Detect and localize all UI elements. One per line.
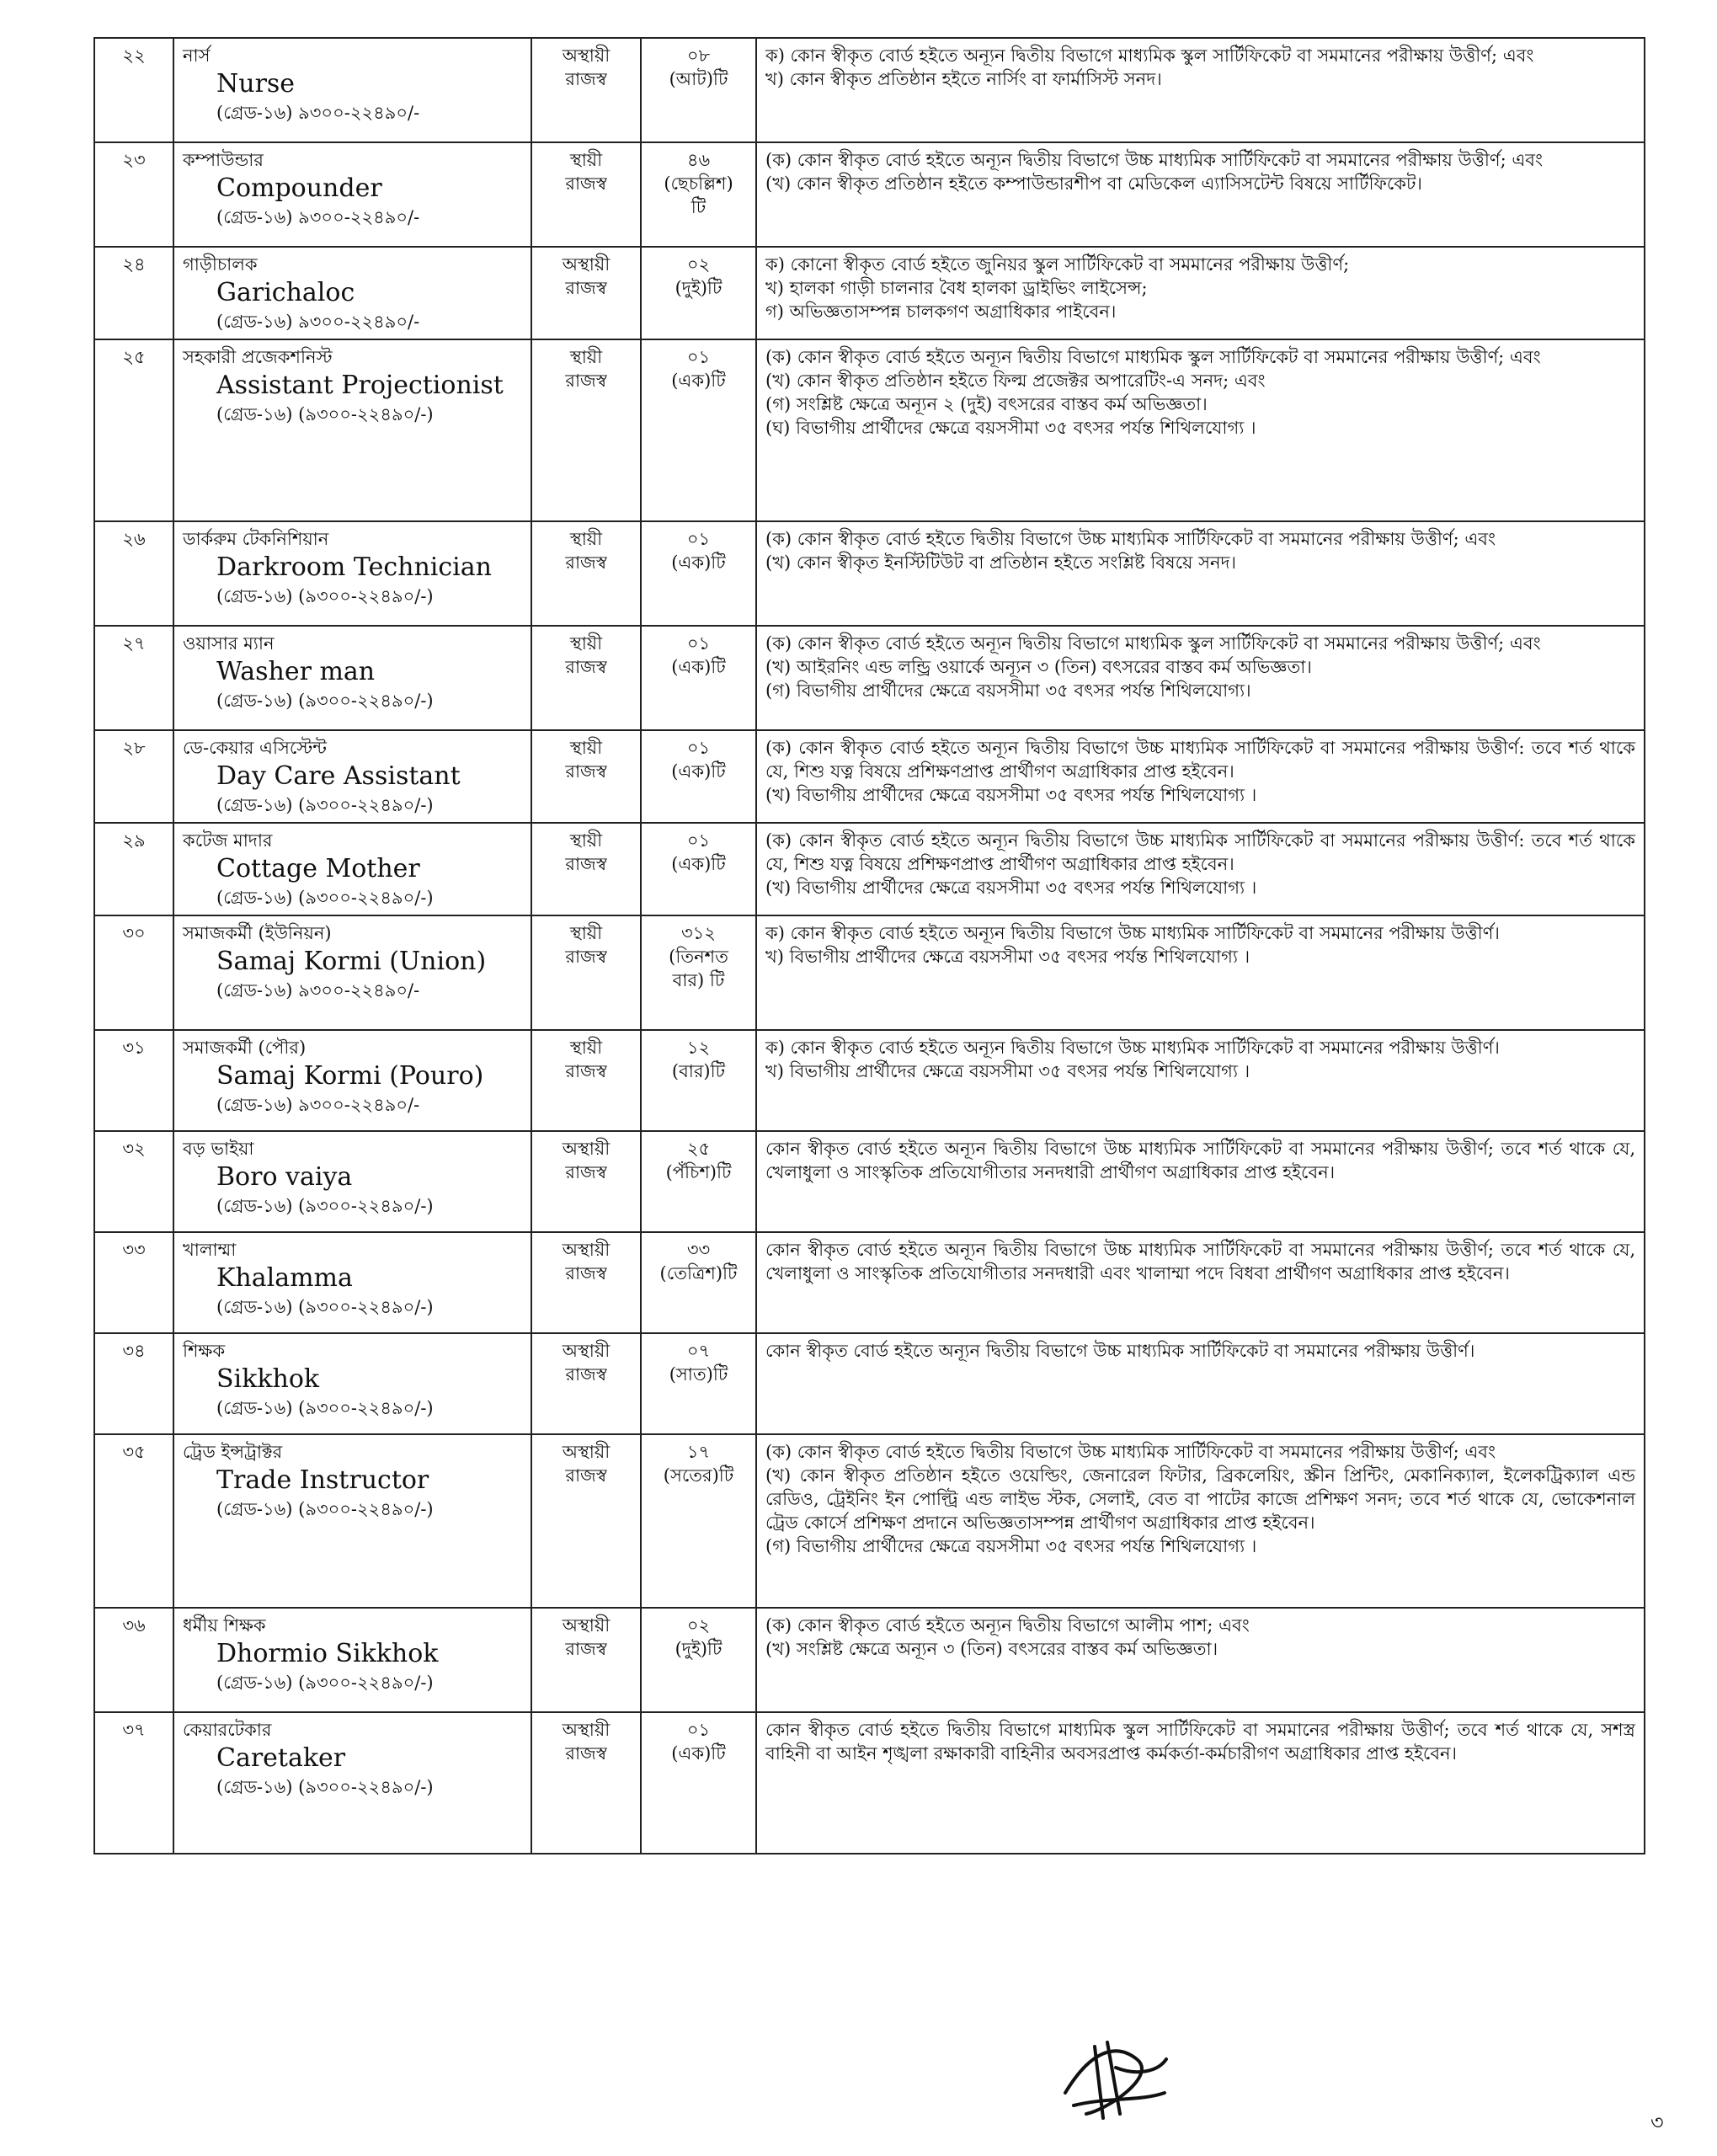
serial-no [94,247,173,339]
post-type-line: অস্থায়ী [562,1442,611,1462]
post-type-line: স্থায়ী [569,633,603,654]
post-type-line: রাজস্ব [565,1639,607,1659]
post-grade: (গ্রেড-১৬) ৯৩০০-২২৪৯০/- [216,312,420,332]
post-type-line: স্থায়ী [569,738,603,758]
table-row [94,626,1645,730]
post-name-en: Nurse [216,69,296,99]
post-type [531,521,641,626]
post-name-bn: ডার্করুম টেকনিশিয়ান [183,529,329,549]
post-count [641,1434,756,1608]
post-name-en: Samaj Kormi (Pouro) [216,1061,484,1091]
post-grade: (গ্রেড-১৬) ৯৩০০-২২৪৯০/- [216,1095,420,1115]
post-count [641,915,756,1030]
qualification-item: (খ) কোন স্বীকৃত প্রতিষ্ঠান হইতে ওয়েল্ডিং, জেনারেল ফিটার, ব্রিকলেয়িং, স্ক্রীন প্রিন্টিং, মেকানিক্যাল, ইলেকট্রিক্যাল এন্ড রেডিও, ট্রেইনিং ইন পোল্ট্রি এন্ড লাইভ স্টক, সেলাই, বেত বা পাটের কাজে প্রশিক্ষণ সনদ; তবে শর্ত থাকে যে, ভোকেশনাল ট্রেড কোর্সে প্রশিক্ষণ প্রদানে অভিজ্ঞতাসম্পন্ন প্রার্থীগণ অগ্রাধিকার প্রাপ্ত হইবেন। [765,1465,1635,1533]
post-type-line: রাজস্ব [565,552,607,573]
qualification [756,247,1645,339]
post-type [531,1712,641,1854]
post-count-line: ৩৩ [686,1240,711,1260]
post-grade: (গ্রেড-১৬) (৯৩০০-২২৪৯০/-) [216,1777,434,1797]
post-cell [173,1232,531,1333]
serial-no-text: ২৭ [122,633,146,654]
post-grade: (গ্রেড-১৬) (৯৩০০-২২৪৯০/-) [216,1499,434,1519]
post-type [531,915,641,1030]
qualification-item: কোন স্বীকৃত বোর্ড হইতে অন্যূন দ্বিতীয় বিভাগে উচ্চ মাধ্যমিক সার্টিফিকেট বা সমমানের পরীক্ষায় উত্তীর্ণ; তবে শর্ত থাকে যে, খেলাধুলা ও সাংস্কৃতিক প্রতিযোগীতার সনদধারী প্রার্থীগণ অগ্রাধিকার প্রাপ্ত হইবেন। [765,1139,1635,1182]
post-name-en: Cottage Mother [216,854,420,883]
post-name-bn: কেয়ারটেকার [183,1720,272,1740]
post-grade: (গ্রেড-১৬) (৯৩০০-২২৪৯০/-) [216,1297,434,1317]
post-cell [173,823,531,915]
post-grade: (গ্রেড-১৬) (৯৩০০-২২৪৯০/-) [216,586,434,606]
serial-no-text: ২২ [122,45,146,66]
post-type-line: রাজস্ব [565,761,607,782]
post-type-line: রাজস্ব [565,854,607,874]
post-cell [173,915,531,1030]
post-count [641,247,756,339]
serial-no [94,1608,173,1712]
post-cell [173,1131,531,1232]
table-row [94,1434,1645,1608]
table-row [94,142,1645,247]
post-name-en: Compounder [216,173,382,203]
signature [1057,2034,1175,2127]
post-name-bn: খালাম্মা [183,1240,237,1260]
serial-no [94,142,173,247]
qualification-item: (গ) বিভাগীয় প্রার্থীদের ক্ষেত্রে বয়সসীমা ৩৫ বৎসর পর্যন্ত শিথিলযোগ্য । [765,1536,1257,1556]
post-type [531,823,641,915]
qualification-item: (ক) কোন স্বীকৃত বোর্ড হইতে দ্বিতীয় বিভাগে উচ্চ মাধ্যমিক সার্টিফিকেট বা সমমানের পরীক্ষায় উত্তীর্ণ; এবং [765,1442,1496,1462]
serial-no-text: ২৫ [122,347,146,367]
serial-no [94,1131,173,1232]
serial-no [94,1232,173,1333]
post-count-line: (ছেচল্লিশ) [664,173,733,194]
post-name-bn: ট্রেড ইন্সট্রাক্টর [183,1442,283,1462]
serial-no [94,1712,173,1854]
post-count-line: ২৫ [686,1139,711,1159]
qualification-item: (ক) কোন স্বীকৃত বোর্ড হইতে অন্যূন দ্বিতীয় বিভাগে মাধ্যমিক স্কুল সার্টিফিকেট বা সমমানের পরীক্ষায় উত্তীর্ণ; এবং [765,347,1541,367]
post-type [531,1030,641,1131]
post-name-en: Darkroom Technician [216,552,492,582]
qualification [756,339,1645,521]
serial-no [94,1333,173,1434]
serial-no-text: ২৬ [122,529,146,549]
post-type-line: রাজস্ব [565,1465,607,1486]
serial-no-text: ২৯ [122,830,146,851]
post-cell [173,730,531,823]
serial-no-text: ৩৫ [122,1442,146,1462]
qualification-item: খ) বিভাগীয় প্রার্থীদের ক্ষেত্রে বয়সসীমা ৩৫ বৎসর পর্যন্ত শিথিলযোগ্য । [765,1061,1250,1081]
qualification-item: (খ) বিভাগীয় প্রার্থীদের ক্ষেত্রে বয়সসীমা ৩৫ বৎসর পর্যন্ত শিথিলযোগ্য । [765,878,1257,898]
serial-no [94,1434,173,1608]
post-type [531,626,641,730]
post-grade: (গ্রেড-১৬) (৯৩০০-২২৪৯০/-) [216,691,434,711]
post-type-line: স্থায়ী [569,830,603,851]
qualification-item: খ) কোন স্বীকৃত প্রতিষ্ঠান হইতে নার্সিং বা ফার্মাসিস্ট সনদ। [765,69,1162,89]
post-grade: (গ্রেড-১৬) (৯৩০০-২২৪৯০/-) [216,888,434,908]
serial-no-text: ৩১ [122,1038,146,1058]
table-row [94,38,1645,142]
serial-no-text: ৩৬ [122,1615,146,1636]
table-row [94,1030,1645,1131]
post-count-line: বার) টি [672,970,725,990]
post-count-line: (তেত্রিশ)টি [659,1263,738,1283]
qualification [756,142,1645,247]
post-grade: (গ্রেড-১৬) (৯৩০০-২২৪৯০/-) [216,795,434,815]
qualification-item: (ক) কোন স্বীকৃত বোর্ড হইতে অন্যূন দ্বিতীয় বিভাগে উচ্চ মাধ্যমিক সার্টিফিকেট বা সমমানের পরীক্ষায় উত্তীর্ণ: তবে শর্ত থাকে যে, শিশু যত্ন বিষয়ে প্রশিক্ষণপ্রাপ্ত প্রার্থীগণ অগ্রাধিকার প্রাপ্ত হইবেন। [765,738,1635,782]
post-name-en: Garichaloc [216,278,355,307]
post-grade: (গ্রেড-১৬) (৯৩০০-২২৪৯০/-) [216,1196,434,1216]
post-type [531,1608,641,1712]
post-count-line: (এক)টি [671,552,726,573]
serial-no [94,38,173,142]
post-count-line: ৪৬ [686,150,711,170]
qualification-item: (ক) কোন স্বীকৃত বোর্ড হইতে অন্যূন দ্বিতীয় বিভাগে আলীম পাশ; এবং [765,1615,1250,1636]
post-count-line: ১২ [686,1038,711,1058]
post-count-line: (দুই)টি [675,278,723,298]
post-type-line: অস্থায়ী [562,1240,611,1260]
post-type-line: রাজস্ব [565,1364,607,1385]
table-row [94,1131,1645,1232]
post-count-line: ০১ [686,347,711,367]
post-type [531,142,641,247]
post-count [641,1712,756,1854]
post-type-line: স্থায়ী [569,529,603,549]
serial-no [94,521,173,626]
qualification [756,1333,1645,1434]
post-count-line: (বার)টি [671,1061,726,1081]
post-count [641,1131,756,1232]
qualification-item: ক) কোনো স্বীকৃত বোর্ড হইতে জুনিয়র স্কুল সার্টিফিকেট বা সমমানের পরীক্ষায় উত্তীর্ণ; [765,254,1350,275]
job-table [93,37,1645,1854]
post-type-line: স্থায়ী [569,1038,603,1058]
qualification [756,915,1645,1030]
qualification-item: (খ) আইরনিং এন্ড লন্ড্রি ওয়ার্কে অন্যূন ৩ (তিন) বৎসরের বাস্তব কর্ম অভিজ্ঞতা। [765,657,1312,677]
post-count-line: ০২ [686,1615,711,1636]
post-type-line: অস্থায়ী [562,1720,611,1740]
qualification-item: গ) অভিজ্ঞতাসম্পন্ন চালকগণ অগ্রাধিকার পাইবেন। [765,302,1117,322]
post-grade: (গ্রেড-১৬) ৯৩০০-২২৪৯০/- [216,980,420,1001]
post-count [641,339,756,521]
post-name-bn: নার্স [183,45,211,66]
post-count-line: (তিনশত [669,947,728,967]
post-type-line: অস্থায়ী [562,1341,611,1361]
post-count [641,38,756,142]
post-name-en: Dhormio Sikkhok [216,1639,439,1668]
qualification-item: (গ) বিভাগীয় প্রার্থীদের ক্ষেত্রে বয়সসীমা ৩৫ বৎসর পর্যন্ত শিথিলযোগ্য। [765,680,1251,701]
post-count [641,1333,756,1434]
table-row [94,823,1645,915]
post-count-line: (এক)টি [671,761,726,782]
post-type-line: স্থায়ী [569,923,603,943]
qualification-item: (খ) বিভাগীয় প্রার্থীদের ক্ষেত্রে বয়সসীমা ৩৫ বৎসর পর্যন্ত শিথিলযোগ্য । [765,785,1257,805]
table-row [94,1232,1645,1333]
qualification-item: কোন স্বীকৃত বোর্ড হইতে দ্বিতীয় বিভাগে মাধ্যমিক স্কুল সার্টিফিকেট বা সমমানের পরীক্ষায় উত্তীর্ণ; তবে শর্ত থাকে যে, সশস্ত্র বাহিনী বা আইন শৃঙ্খলা রক্ষাকারী বাহিনীর অবসরপ্রাপ্ত কর্মকর্তা-কর্মচারীগণ অগ্রাধিকার প্রাপ্ত হইবেন। [765,1720,1635,1764]
post-grade: (গ্রেড-১৬) ৯৩০০-২২৪৯০/- [216,207,420,227]
table-row [94,915,1645,1030]
qualification-item: (ঘ) বিভাগীয় প্রার্থীদের ক্ষেত্রে বয়সসীমা ৩৫ বৎসর পর্যন্ত শিথিলযোগ্য । [765,418,1256,438]
post-name-en: Day Care Assistant [216,761,461,791]
post-type [531,1131,641,1232]
post-name-bn: বড় ভাইয়া [183,1139,254,1159]
post-type-line: রাজস্ব [565,1061,607,1081]
qualification-item: খ) হালকা গাড়ী চালনার বৈধ হালকা ড্রাইভিং লাইসেন্স; [765,278,1148,298]
post-grade: (গ্রেড-১৬) (৯৩০০-২২৪৯০/-) [216,1398,434,1418]
qualification-item: (গ) সংশ্লিষ্ট ক্ষেত্রে অন্যূন ২ (দুই) বৎসরের বাস্তব কর্ম অভিজ্ঞতা। [765,394,1208,414]
post-type-line: অস্থায়ী [562,254,611,275]
post-cell [173,1434,531,1608]
qualification [756,823,1645,915]
post-type-line: রাজস্ব [565,278,607,298]
post-type [531,38,641,142]
post-type [531,1333,641,1434]
serial-no-text: ৩৭ [122,1720,146,1740]
qualification [756,38,1645,142]
post-count-line: (সাত)টি [669,1364,728,1385]
post-cell [173,626,531,730]
post-cell [173,521,531,626]
post-cell [173,1608,531,1712]
serial-no [94,339,173,521]
post-type-line: অস্থায়ী [562,45,611,66]
post-name-en: Khalamma [216,1263,353,1293]
post-count-line: ১৭ [686,1442,711,1462]
post-type [531,1434,641,1608]
qualification-item: (খ) কোন স্বীকৃত ইনস্টিটিউট বা প্রতিষ্ঠান হইতে সংশ্লিষ্ট বিষয়ে সনদ। [765,552,1237,573]
page-number: ৩ [1650,2111,1664,2134]
post-name-en: Boro vaiya [216,1162,353,1192]
qualification-item: খ) বিভাগীয় প্রার্থীদের ক্ষেত্রে বয়সসীমা ৩৫ বৎসর পর্যন্ত শিথিলযোগ্য । [765,947,1250,967]
post-name-en: Trade Instructor [216,1465,429,1495]
serial-no-text: ৩২ [122,1139,146,1159]
post-cell [173,247,531,339]
post-count-line: (এক)টি [671,854,726,874]
post-name-bn: ধর্মীয় শিক্ষক [183,1615,266,1636]
post-count [641,521,756,626]
post-name-en: Assistant Projectionist [216,371,504,400]
post-cell [173,1712,531,1854]
post-count [641,823,756,915]
qualification-item: (ক) কোন স্বীকৃত বোর্ড হইতে অন্যূন দ্বিতীয় বিভাগে মাধ্যমিক স্কুল সার্টিফিকেট বা সমমানের পরীক্ষায় উত্তীর্ণ; এবং [765,633,1541,654]
post-count [641,730,756,823]
post-type-line: রাজস্ব [565,69,607,89]
serial-no-text: ৩০ [122,923,146,943]
table-row [94,730,1645,823]
qualification [756,1434,1645,1608]
serial-no-text: ২৮ [122,738,146,758]
post-cell [173,142,531,247]
post-type-line: রাজস্ব [565,1743,607,1764]
post-type-line: রাজস্ব [565,657,607,677]
post-count [641,1608,756,1712]
serial-no [94,730,173,823]
qualification [756,1030,1645,1131]
post-cell [173,1030,531,1131]
post-name-en: Sikkhok [216,1364,320,1394]
post-name-bn: ডে-কেয়ার এসিস্টেন্ট [183,738,327,758]
qualification-item: (খ) সংশ্লিষ্ট ক্ষেত্রে অন্যূন ৩ (তিন) বৎসরের বাস্তব কর্ম অভিজ্ঞতা। [765,1639,1218,1659]
post-name-en: Samaj Kormi (Union) [216,947,487,976]
qualification-item: (খ) কোন স্বীকৃত প্রতিষ্ঠান হইতে ফিল্ম প্রজেক্টর অপারেটিং-এ সনদ; এবং [765,371,1266,391]
post-name-bn: গাড়ীচালক [183,254,258,275]
qualification-item: (ক) কোন স্বীকৃত বোর্ড হইতে অন্যূন দ্বিতীয় বিভাগে উচ্চ মাধ্যমিক সার্টিফিকেট বা সমমানের পরীক্ষায় উত্তীর্ণ; এবং [765,150,1544,170]
post-count-line: (এক)টি [671,371,726,391]
post-count-line: (এক)টি [671,657,726,677]
post-type-line: স্থায়ী [569,150,603,170]
post-type-line: রাজস্ব [565,947,607,967]
post-name-bn: সমাজকর্মী (ইউনিয়ন) [183,923,332,943]
table-row [94,1712,1645,1854]
post-grade: (গ্রেড-১৬) (৯৩০০-২২৪৯০/-) [216,1673,434,1693]
post-cell [173,1333,531,1434]
post-cell [173,38,531,142]
post-count-line: (এক)টি [671,1743,726,1764]
post-grade: (গ্রেড-১৬) ৯৩০০-২২৪৯০/- [216,103,420,123]
post-type-line: অস্থায়ী [562,1615,611,1636]
post-count-line: টি [691,197,707,217]
post-count [641,142,756,247]
qualification-item: ক) কোন স্বীকৃত বোর্ড হইতে অন্যূন দ্বিতীয় বিভাগে উচ্চ মাধ্যমিক সার্টিফিকেট বা সমমানের পরীক্ষায় উত্তীর্ণ। [765,1038,1500,1058]
post-type-line: রাজস্ব [565,1263,607,1283]
table-row [94,1333,1645,1434]
post-name-en: Washer man [216,657,376,686]
serial-no-text: ২৪ [122,254,146,275]
post-name-bn: সহকারী প্রজেকশনিস্ট [183,347,333,367]
serial-no [94,823,173,915]
qualification [756,1232,1645,1333]
post-count-line: ০১ [686,529,711,549]
serial-no [94,915,173,1030]
qualification [756,521,1645,626]
post-name-bn: সমাজকর্মী (পৌর) [183,1038,307,1058]
post-type-line: রাজস্ব [565,371,607,391]
post-count-line: ০১ [686,1720,711,1740]
post-count-line: (সতের)টি [663,1465,734,1486]
serial-no-text: ৩৩ [122,1240,146,1260]
table-row [94,521,1645,626]
qualification [756,1608,1645,1712]
post-count-line: ০১ [686,830,711,851]
post-count [641,626,756,730]
post-name-bn: কটেজ মাদার [183,830,273,851]
qualification-item: কোন স্বীকৃত বোর্ড হইতে অন্যূন দ্বিতীয় বিভাগে উচ্চ মাধ্যমিক সার্টিফিকেট বা সমমানের পরীক্ষায় উত্তীর্ণ। [765,1341,1475,1361]
post-count-line: ০৭ [686,1341,711,1361]
qualification-item: (খ) কোন স্বীকৃত প্রতিষ্ঠান হইতে কম্পাউন্ডারশীপ বা মেডিকেল এ্যাসিসটেন্ট বিষয়ে সার্টিফিকেট। [765,173,1422,194]
post-name-bn: কম্পাউন্ডার [183,150,264,170]
table-row [94,247,1645,339]
post-name-en: Caretaker [216,1743,346,1773]
serial-no [94,1030,173,1131]
post-type [531,247,641,339]
qualification-item: কোন স্বীকৃত বোর্ড হইতে অন্যূন দ্বিতীয় বিভাগে উচ্চ মাধ্যমিক সার্টিফিকেট বা সমমানের পরীক্ষায় উত্তীর্ণ; তবে শর্ত থাকে যে, খেলাধুলা ও সাংস্কৃতিক প্রতিযোগীতার সনদধারী এবং খালাম্মা পদে বিধবা প্রার্থীগণ অগ্রাধিকার প্রাপ্ত হইবেন। [765,1240,1635,1283]
post-type-line: স্থায়ী [569,347,603,367]
qualification [756,1712,1645,1854]
post-count-line: ০১ [686,738,711,758]
qualification [756,626,1645,730]
qualification-item: (ক) কোন স্বীকৃত বোর্ড হইতে দ্বিতীয় বিভাগে উচ্চ মাধ্যমিক সার্টিফিকেট বা সমমানের পরীক্ষায় উত্তীর্ণ; এবং [765,529,1496,549]
post-type [531,1232,641,1333]
post-grade: (গ্রেড-১৬) (৯৩০০-২২৪৯০/-) [216,404,434,424]
post-name-bn: ওয়াসার ম্যান [183,633,275,654]
table-row [94,1608,1645,1712]
post-type-line: রাজস্ব [565,1162,607,1182]
post-type [531,339,641,521]
post-count [641,1030,756,1131]
post-cell [173,339,531,521]
post-count-line: (দুই)টি [675,1639,723,1659]
post-count-line: ০২ [686,254,711,275]
serial-no-text: ২৩ [122,150,146,170]
post-count-line: ৩১২ [681,923,716,943]
serial-no-text: ৩৪ [122,1341,146,1361]
post-type-line: রাজস্ব [565,173,607,194]
qualification [756,1131,1645,1232]
post-count [641,1232,756,1333]
table-row [94,339,1645,521]
post-type [531,730,641,823]
qualification-item: ক) কোন স্বীকৃত বোর্ড হইতে অন্যূন দ্বিতীয় বিভাগে উচ্চ মাধ্যমিক সার্টিফিকেট বা সমমানের পরীক্ষায় উত্তীর্ণ। [765,923,1500,943]
post-type-line: অস্থায়ী [562,1139,611,1159]
post-count-line: (আট)টি [669,69,728,89]
qualification-item: (ক) কোন স্বীকৃত বোর্ড হইতে অন্যূন দ্বিতীয় বিভাগে উচ্চ মাধ্যমিক সার্টিফিকেট বা সমমানের পরীক্ষায় উত্তীর্ণ: তবে শর্ত থাকে যে, শিশু যত্ন বিষয়ে প্রশিক্ষণপ্রাপ্ত প্রার্থীগণ অগ্রাধিকার প্রাপ্ত হইবেন। [765,830,1635,874]
post-count-line: ০১ [686,633,711,654]
post-count-line: ০৮ [686,45,711,66]
qualification [756,730,1645,823]
qualification-item: ক) কোন স্বীকৃত বোর্ড হইতে অন্যূন দ্বিতীয় বিভাগে মাধ্যমিক স্কুল সার্টিফিকেট বা সমমানের পরীক্ষায় উত্তীর্ণ; এবং [765,45,1534,66]
job-table-body [94,38,1645,1854]
post-name-bn: শিক্ষক [183,1341,226,1361]
serial-no [94,626,173,730]
post-count-line: (পঁচিশ)টি [665,1162,732,1182]
